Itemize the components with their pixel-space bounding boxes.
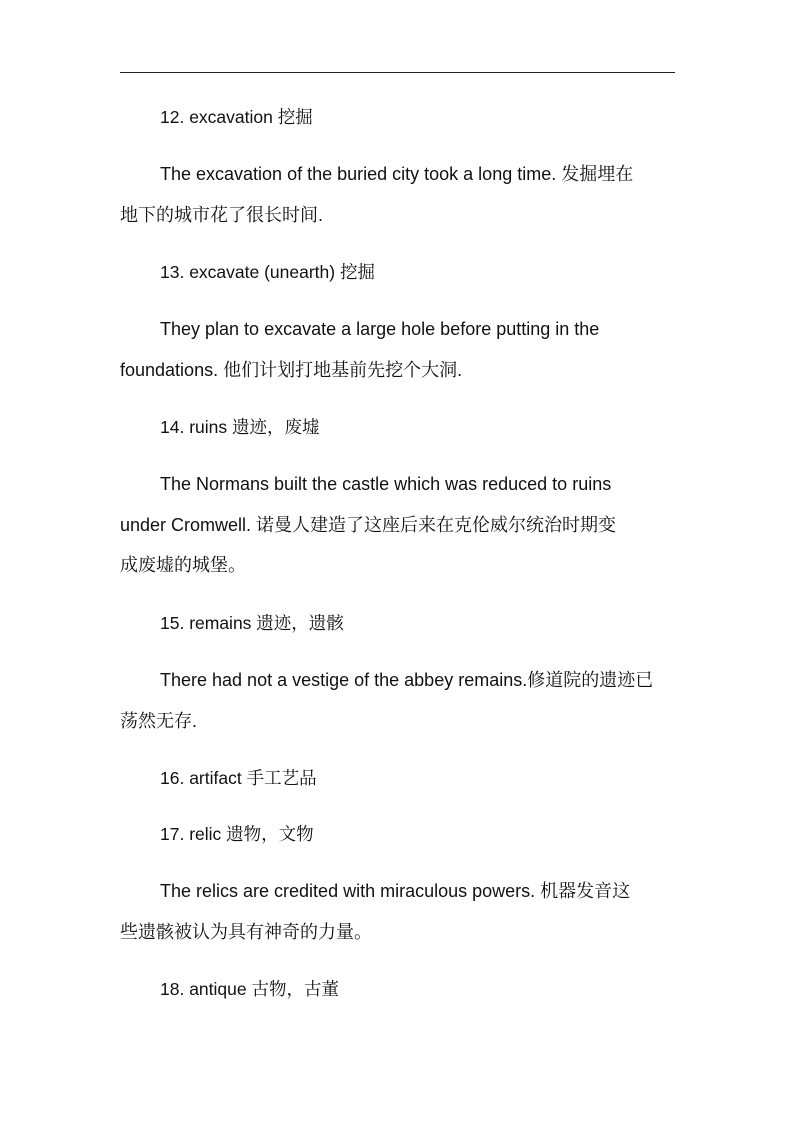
example-line: 地下的城市花了很长时间. [120, 205, 323, 225]
vocab-heading-artifact: 16. artifact 手工艺品 [160, 768, 317, 788]
example-line: 荡然无存. [120, 711, 198, 731]
example-line: They plan to excavate a large hole before putting in the [160, 319, 600, 339]
vocab-heading-excavate: 13. excavate (unearth) 挖掘 [160, 262, 375, 282]
example-line: There had not a vestige of the abbey remains.修道院的遗迹已 [160, 670, 654, 690]
example-line: under Cromwell. 诺曼人建造了这座后来在克伦威尔统治时期变 [120, 515, 617, 535]
example-line: The excavation of the buried city took a long time. 发掘埋在 [160, 164, 634, 184]
header-rule [120, 72, 675, 73]
example-line: foundations. 他们计划打地基前先挖个大洞. [120, 360, 463, 380]
example-line: The relics are credited with miraculous powers. 机器发音这 [160, 881, 631, 901]
vocab-heading-remains: 15. remains 遗迹，遗骸 [160, 613, 344, 633]
example-line: 成废墟的城堡。 [120, 555, 246, 575]
vocab-heading-antique: 18. antique 古物，古董 [160, 979, 339, 999]
vocab-heading-ruins: 14. ruins 遗迹，废墟 [160, 417, 320, 437]
vocab-heading-excavation: 12. excavation 挖掘 [160, 107, 313, 127]
vocab-heading-relic: 17. relic 遗物，文物 [160, 824, 314, 844]
example-line: The Normans built the castle which was reduced to ruins [160, 474, 612, 494]
example-line: 些遗骸被认为具有神奇的力量。 [120, 922, 372, 942]
